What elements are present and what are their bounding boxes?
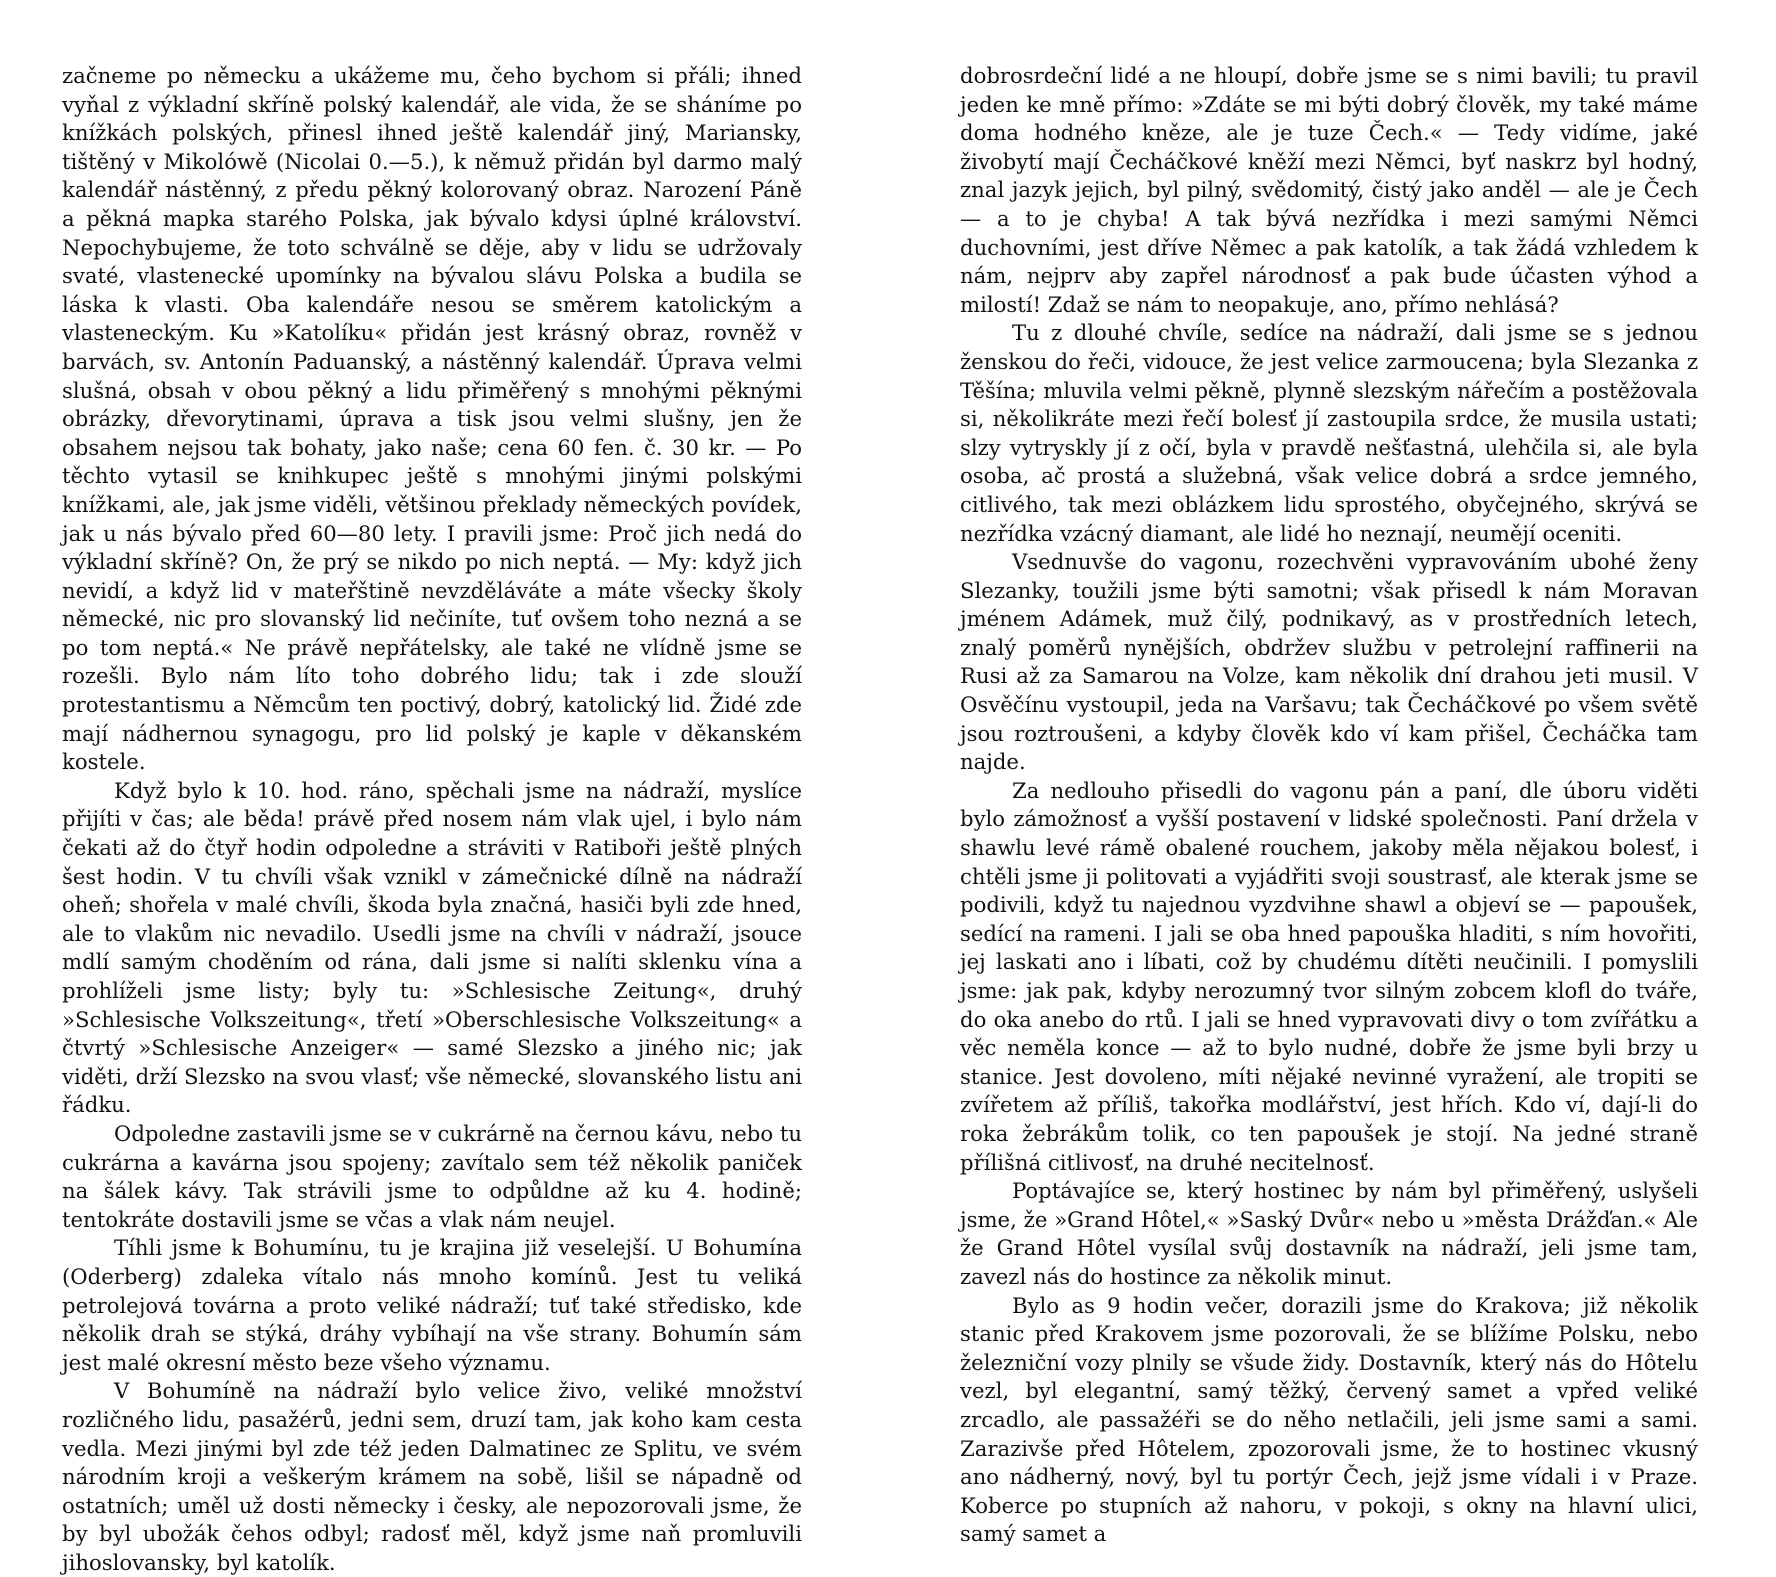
left-paragraph-1: začneme po německu a ukážeme mu, čeho bychom si přáli; ihned vyňal z výkladní skříně polský kalendář, ale vida, že se sháníme po knížkách polských, přinesl ihned ještě kalendář jiný, Mariansky, tištěný v Mikolówě (Nicolai 0.—5.), k němuž přidán byl darmo malý kalendář nástěnný, z předu pěkný kolorovaný obraz. Narození Páně a pěkná mapka starého Polska, jak bývalo kdysi úplné království. Nepochybujeme, že toto schválně se děje, aby v lidu se udržovaly svaté, vlastenecké upomínky na bývalou slávu Polska a budila se láska k vlasti. Oba kalendáře nesou se směrem katolickým a vlasteneckým. Ku »Katolíku« přidán jest krásný obraz, rovněž v barvách, sv. Antonín Paduanský, a nástěnný kalendář. Úprava velmi slušná, obsah v obou pěkný a lidu přiměřený s mnohými pěknými obrázky, dřevorytinami, úprava a tisk jsou velmi slušny, jen že obsahem nejsou tak bohaty, jako naše; cena 60 fen. č. 30 kr. — Po těchto vytasil se knihkupec ještě s mnohými jinými polskými knížkami, ale, jak jsme viděli, většinou překlady německých povídek, jak u nás bývalo před 60—80 lety. I pravili jsme: Proč jich nedá do výkladní skříně? On, že prý se nikdo po nich neptá. — My: když jich nevidí, a když lid v mateřštině nevzděláváte a máte všecky školy německé, nic pro slovanský lid nečiníte, tuť ovšem toho nezná a se po tom neptá.« Ne právě nepřátelsky, ale také ne vlídně jsme se rozešli. Bylo nám líto toho dobrého lidu; tak i zde slouží protestantismu a Němcům ten poctivý, dobrý, katolický lid. Židé zde mají nádhernou synagogu, pro lid polský je kaple v děkanském kostele. <box>62 63 802 775</box>
left-paragraph-5: V Bohumíně na nádraží bylo velice živo, veliké množství rozličného lidu, pasažérů, jedni sem, druzí tam, jak koho kam cesta vedla. Mezi jinými byl zde též jeden Dalmatinec ze Splitu, ve svém národním kroji a veškerým krámem na sobě, lišil se nápadně od ostatních; uměl už dosti německy i česky, ale nepozorovali jsme, že by byl ubožák čehos odbyl; radosť měl, když jsme naň promluvili jihoslovansky, byl katolík. <box>62 1378 802 1575</box>
right-paragraph-6: Bylo as 9 hodin večer, dorazili jsme do Krakova; již několik stanic před Krakovem jsme pozorovali, že se blížíme Polsku, nebo železniční vozy plnily se všude židy. Dostavník, který nás do Hôtelu vezl, byl elegantní, samý těžký, červený samet a vpřed veliké zrcadlo, ale passažéři se do něho netlačili, jeli jsme sami a sami. Zarazivše před Hôtelem, zpozorovali jsme, že to hostinec vkusný ano nádherný, nový, byl tu portýr Čech, jejž jsme vídali i v Praze. Koberce po stupních až nahoru, v pokoji, s okny na hlavní ulici, samý samet a <box>960 1292 1698 1547</box>
right-paragraph-1: dobrosrdeční lidé a ne hloupí, dobře jsme se s nimi bavili; tu pravil jeden ke mně přímo: »Zdáte se mi býti dobrý člověk, my také máme doma hodného kněze, ale je tuze Čech.« — Tedy vidíme, jaké živobytí mají Čecháčkové kněží mezi Němci, byť naskrz byl hodný, znal jazyk jejich, byl pilný, svědomitý, čistý jako anděl — ale je Čech — a to je chyba! A tak bývá nezřídka i mezi samými Němci duchovními, jest dříve Němec a pak katolík, a tak žádá vzhledem k nám, nejprv aby zapřel národnosť a pak bude účasten výhod a milostí! Zdaž se nám to neopakuje, ano, přímo nehlásá? <box>960 63 1698 317</box>
right-paragraph-4: Za nedlouho přisedli do vagonu pán a paní, dle úboru viděti bylo zámožnosť a vyšší postavení v lidské společnosti. Paní držela v shawlu levé rámě obalené rouchem, jakoby měla nějakou bolesť, i chtěli jsme ji politovati a vyjádřiti svoji soustrasť, ale kterak jsme se podivili, když tu najednou vyzdvihne shawl a objeví se — papoušek, sedící na rameni. I jali se oba hned papouška hladiti, s ním hovořiti, jej laskati ano i líbati, což by chudému dítěti neučinili. I pomyslili jsme: jak pak, kdyby nerozumný tvor silným zobcem klofl do tváře, do oka anebo do rtů. I jali se hned vypravovati divy o tom zvířátku a věc neměla konce — až to bylo nudné, dobře že jsme byli brzy u stanice. Jest dovoleno, míti nějaké nevinné vyražení, ale tropiti se zvířetem až příliš, takořka modlářství, jest hřích. Kdo ví, dají-li do roka žebrákům tolik, co ten papoušek je stojí. Na jedné straně přílišná citlivosť, na druhé necitelnosť. <box>960 777 1698 1175</box>
left-paragraph-4: Tíhli jsme k Bohumínu, tu je krajina již veselejší. U Bohumína (Oderberg) zdaleka vítalo nás mnoho komínů. Jest tu veliká petrolejová továrna a proto veliké nádraží; tuť také středisko, kde několik drah se stýká, dráhy vybíhají na vše strany. Bohumín sám jest malé okresní město beze všeho významu. <box>62 1235 802 1375</box>
left-paragraph-2: Když bylo k 10. hod. ráno, spěchali jsme na nádraží, myslíce přijíti v čas; ale běda! právě před nosem nám vlak ujel, i bylo nám čekati až do čtyř hodin odpoledne a stráviti v Ratiboři ještě plných šest hodin. V tu chvíli však vznikl v zámečnické dílně na nádraží oheň; shořela v malé chvíli, škoda byla značná, hasiči byli zde hned, ale to vlakům nic nevadilo. Usedli jsme na chvíli v nádraží, jsouce mdlí samým choděním od rána, dali jsme si nalíti sklenku vína a prohlíželi jsme listy; byly tu: »Schlesische Zeitung«, druhý »Schlesische Volkszeitung«, třetí »Oberschlesische Volkszeitung« a čtvrtý »Schlesische Anzeiger« — samé Slezsko a jiného nic; jak viděti, drží Slezsko na svou vlasť; vše německé, slovanského listu ani řádku. <box>62 777 802 1118</box>
right-paragraph-5: Poptávajíce se, který hostinec by nám byl přiměřený, uslyšeli jsme, že »Grand Hôtel,« »Saský Dvůr« nebo u »města Drážďan.« Ale že Grand Hôtel vysílal svůj dostavník na nádraží, jeli jsme tam, zavezl nás do hostince za několik minut. <box>960 1178 1698 1289</box>
left-paragraph-3: Odpoledne zastavili jsme se v cukrárně na černou kávu, nebo tu cukrárna a kavárna jsou spojeny; zavítalo sem též několik paniček na šálek kávy. Tak strávili jsme to odpůldne až ku 4. hodině; tentokráte dostavili jsme se včas a vlak nám neujel. <box>62 1120 802 1232</box>
right-page-text <box>960 62 1698 1549</box>
right-paragraph-3: Vsednuvše do vagonu, rozechvěni vypravováním ubohé ženy Slezanky, toužili jsme býti samotni; však přisedl k nám Moravan jménem Adámek, muž čilý, podnikavý, as v prostředních letech, znalý poměrů nynějších, obdržev službu v petrolejní raffinerii na Rusi až za Samarou na Volze, kam několik dní drahou jeti musil. V Osvěčínu vystoupil, jeda na Varšavu; tak Čecháčkové po všem světě jsou roztroušeni, a kdyby člověk kdo ví kam přišel, Čecháčka tam najde. <box>960 549 1698 775</box>
left-page-text <box>62 62 802 1577</box>
right-paragraph-2: Tu z dlouhé chvíle, sedíce na nádraží, dali jsme se s jednou ženskou do řeči, vidouce, že jest velice zarmoucena; byla Slezanka z Těšína; mluvila velmi pěkně, plynně slezským nářečím a postěžovala si, několikráte mezi řečí bolesť jí zastoupila srdce, že musila ustati; slzy vytryskly jí z očí, byla v pravdě nešťastná, ulehčila si, ale byla osoba, ač prostá a služebná, však velice dobrá a srdce jemného, citlivého, tak mezi oblázkem lidu sprostého, obyčejného, skrývá se nezřídka vzácný diamant, ale lidé ho neznají, neumějí oceniti. <box>960 320 1698 546</box>
